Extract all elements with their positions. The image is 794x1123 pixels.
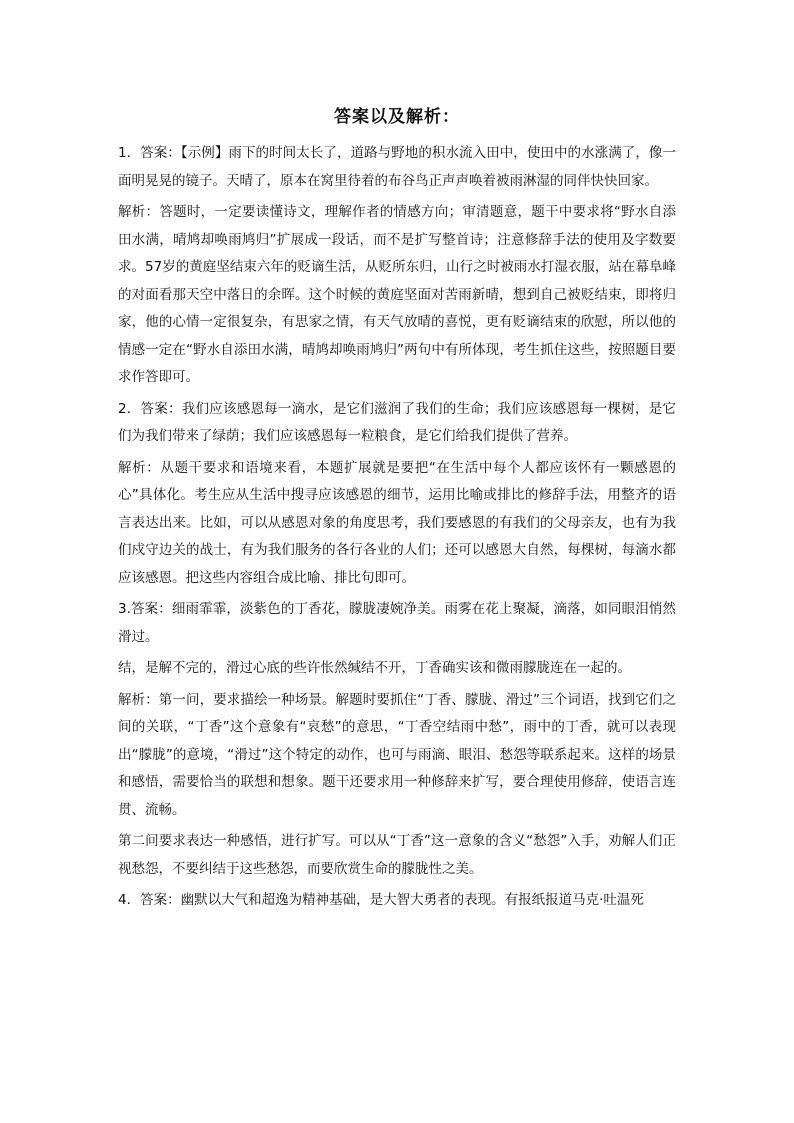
answer-3-continued-text: 结，是解不完的，滑过心底的些许怅然缄结不开，丁香确实该和微雨朦胧连在一起的。: [118, 660, 631, 676]
answer-3-text: 3.答案：细雨霏霏，淡紫色的丁香花，朦胧凄婉净美。雨雾在花上聚凝，滴落，如同眼泪悄然滑过。: [118, 601, 676, 645]
analysis-3-part2-text: 第二问要求表达一种感悟，进行扩写。可以从“丁香”这一意象的含义“愁怨”入手，劝解人们正视愁怨，不要纠结于这些愁怨，而要欣赏生命的朦胧性之美。: [118, 833, 676, 877]
answer-2-text: 2．答案：我们应该感恩每一滴水，是它们滋润了我们的生命；我们应该感恩每一棵树，是它们为我们带来了绿荫；我们应该感恩每一粒粮食，是它们给我们提供了营养。: [118, 400, 676, 444]
analysis-2-text: 解析：从题干要求和语境来看，本题扩展就是要把“在生活中每个人都应该怀有一颗感恩的心”具体化。考生应从生活中搜寻应该感恩的细节，运用比喻或排比的修辞手法，用整齐的语言表达出来。比如，可以从感恩对象的角度思考，我们要感恩的有我们的父母亲友，也有为我们戍守边关的战士，有为我们服务的各行各业的人们；还可以感恩大自然，每棵树，每滴水都应该感恩。把这些内容组合成比喻、排比句即可。: [118, 459, 676, 586]
answer-1-text: 1．答案：【示例】雨下的时间太长了，道路与野地的积水流入田中，使田中的水涨满了，像一面明晃晃的镜子。天晴了，原本在窝里待着的布谷鸟正声声唤着被雨淋湿的同伴快快回家。: [118, 145, 676, 189]
analysis-1-text: 解析：答题时，一定要读懂诗文，理解作者的情感方向；审清题意，题干中要求将“野水自添田水满，晴鸠却唤雨鸠归”扩展成一段话，而不是扩写整首诗；注意修辞手法的使用及字数要求。57岁的黄庭坚结束六年的贬谪生活，从贬所东归，山行之时被雨水打湿衣服，站在幕阜峰的对面看那天空中落日的余晖。这个时候的黄庭坚面对苦雨新晴，想到自己被贬结束，即将归家，他的心情一定很复杂，有思家之情，有天气放晴的喜悦，更有贬谪结束的欣慰，所以他的情感一定在“野水自添田水满，晴鸠却唤雨鸠归”两句中有所体现，考生抓住这些，按照题目要求作答即可。: [118, 204, 676, 385]
document-title: 答案以及解析：: [334, 107, 460, 127]
analysis-3-part1-text: 解析：第一问，要求描绘一种场景。解题时要抓住“丁香、朦胧、滑过”三个词语，找到它们之间的关联，“丁香”这个意象有“哀愁”的意思，“丁香空结雨中愁”，雨中的丁香，就可以表现出“朦胧”的意境，“滑过”这个特定的动作，也可与雨滴、眼泪、愁怨等联系起来。这样的场景和感悟，需要恰当的联想和想象。题干还要求用一种修辞来扩写，要合理使用修辞，使语言连贯、流畅。: [118, 691, 676, 818]
answer-4-text: 4．答案：幽默以大气和超逸为精神基础，是大智大勇者的表现。有报纸报道马克·吐温死: [118, 892, 644, 908]
answer-document: [118, 106, 676, 919]
